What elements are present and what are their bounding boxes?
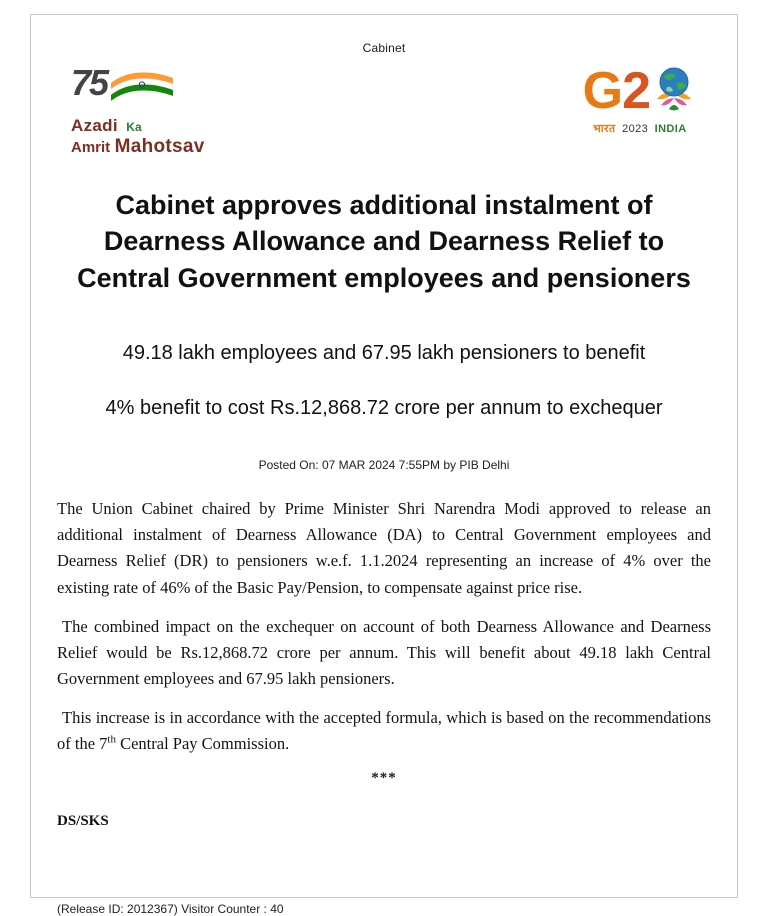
azadi-75-flag	[71, 62, 205, 113]
globe-lotus-icon	[651, 65, 697, 117]
press-release-frame	[30, 14, 738, 916]
separator-stars: ***	[371, 769, 397, 786]
azadi-ka-word: Ka	[126, 120, 142, 134]
bharat-text: भारत	[593, 123, 616, 135]
release-id-line: (Release ID: 2012367) Visitor Counter : 40	[57, 901, 284, 916]
india-flag-icon	[109, 67, 175, 113]
g20-year-text: 2023	[622, 123, 649, 135]
g20-letter-g: G	[582, 62, 622, 120]
paragraph-1: The Union Cabinet chaired by Prime Minister Shri Narendra Modi approved to release an additional instalment of Dearness Allowance (DA) to Central Government employees and Dearness Relief (DR) to pensioners w.e.f. 1.1.2024 representing an increase of 4% over the existing rate of 46% of the Basic Pay/Pension, to compensate against price rise.	[57, 499, 711, 597]
azadi-text-line-2	[71, 137, 205, 156]
paragraph-3	[57, 705, 711, 757]
g20-digit-2: 2	[622, 62, 649, 120]
azadi-ka-amrit-mahotsav-logo	[71, 62, 205, 157]
amrit-word: Amrit	[71, 139, 111, 156]
azadi-75-text: 75	[71, 62, 108, 103]
paragraph-3-after: Central Pay Commission.	[115, 733, 290, 753]
press-release-body	[57, 496, 711, 757]
ordinal-suffix: th	[107, 733, 116, 746]
paragraph-2: The combined impact on the exchequer on account of both Dearness Allowance and Dearness Relief would be Rs.12,868.72 crore per annum. This will benefit about 49.18 lakh Central Government employees and 67.95 lakh pensioners.	[57, 616, 711, 688]
page-title: Cabinet approves additional instalment of Dearness Allowance and Dearness Relief to Central Government employees and pensioners	[77, 190, 691, 293]
signature-initials: DS/SKS	[57, 812, 109, 829]
category-label: Cabinet	[362, 41, 406, 55]
g20-india-text: INDIA	[654, 123, 687, 135]
azadi-word: Azadi	[71, 116, 118, 135]
posted-on-line: Posted On: 07 MAR 2024 7:55PM by PIB Delhi	[258, 458, 510, 473]
paragraph-3-before: This increase is in accordance with the accepted formula, which is based on the recommendations of the 7	[57, 707, 711, 753]
mahotsav-word: Mahotsav	[114, 136, 205, 157]
g20-wordmark	[582, 62, 697, 120]
subtitle-benefit: 49.18 lakh employees and 67.95 lakh pensioners to benefit	[122, 342, 646, 365]
subtitle-cost: 4% benefit to cost Rs.12,868.72 crore per annum to exchequer	[105, 397, 663, 420]
g20-tagline	[593, 121, 687, 136]
azadi-text-line-1	[71, 117, 205, 135]
g20-india-logo	[582, 62, 697, 136]
logo-row	[57, 62, 711, 165]
